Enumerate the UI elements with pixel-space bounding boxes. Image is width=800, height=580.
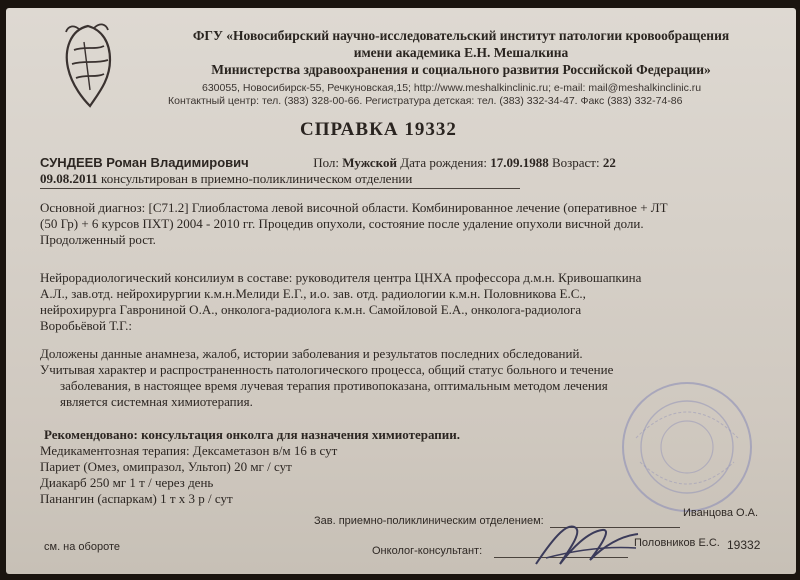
dob-label: Дата рождения: xyxy=(400,155,487,170)
sex-value: Мужской xyxy=(342,155,397,170)
sex-label: Пол: xyxy=(313,155,340,170)
medication-line: Диакарб 250 мг 1 т / через день xyxy=(40,475,214,490)
age-label: Возраст: xyxy=(551,155,600,170)
medication-line: Медикаментозная терапия: Дексаметазон в/м 16 в сут xyxy=(40,443,338,458)
oncologist-name: Половников Е.С. xyxy=(634,537,720,549)
patient-info-row xyxy=(40,155,616,171)
oncologist-label: Онколог-консультант: xyxy=(372,545,483,557)
considering-line: заболевания, в настоящее время лучевая терапия противопоказана, оптимальным методом лечения xyxy=(60,378,608,393)
round-stamp-icon xyxy=(618,378,756,516)
head-of-department-label: Зав. приемно-поликлиническим отделением: xyxy=(314,515,544,527)
diagnosis-line: Основной диагноз: [C71.2] Глиобластома левой височной области. Комбинированное лечение (оперативное + ЛТ xyxy=(40,200,668,215)
certificate-page xyxy=(6,8,796,574)
institute-logo-icon xyxy=(50,20,124,112)
visit-text: консультирован в приемно-поликлиническом отделении xyxy=(101,171,413,186)
council-line: Воробьёвой Т.Г.: xyxy=(40,318,133,333)
dob-value: 17.09.1988 xyxy=(490,155,549,170)
visit-date: 09.08.2011 xyxy=(40,171,98,186)
see-reverse-note: см. на обороте xyxy=(44,541,120,553)
recommendation: Рекомендовано: консультация онколга для назначения химиотерапии. xyxy=(44,427,461,442)
council-line: Нейрорадиологический консилиум в составе: руководителя центра ЦНХА профессора д.м.н. Кривошапкина xyxy=(40,270,642,285)
visit-underline xyxy=(40,188,520,189)
institute-name-line1: ФГУ «Новосибирский научно-исследовательский институт патологии кровообращения xyxy=(192,28,730,43)
institute-name-line2: имени академика Е.Н. Мешалкина xyxy=(353,45,569,60)
medication-line: Париет (Омез, омипразол, Ультоп) 20 мг / сут xyxy=(40,459,292,474)
reported-line: Доложены данные анамнеза, жалоб, истории заболевания и результатов последних обследований. xyxy=(40,346,583,361)
visit-row xyxy=(40,171,412,187)
signature-icon xyxy=(526,514,646,576)
patient-name: СУНДЕЕВ Роман Владимирович xyxy=(40,155,249,170)
diagnosis-line: Продолженный рост. xyxy=(40,232,156,247)
handwritten-number: 19332 xyxy=(727,538,761,552)
document-title: СПРАВКА 19332 xyxy=(300,119,457,140)
considering-line: Учитывая характер и распространенность патологического процесса, общий статус больного и течение xyxy=(40,362,614,377)
institute-contacts: Контактный центр: тел. (383) 328-00-66. Регистратура детская: тел. (383) 332-34-47. Факс (383) 332-74-86 xyxy=(168,95,683,107)
institute-address: 630055, Новосибирск-55, Речкуновская,15; http://www.meshalkinclinic.ru; e-mail: mail@meshalkinclinic.ru xyxy=(202,82,702,94)
head-of-department-name: Иванцова О.А. xyxy=(683,507,759,519)
medication-line: Панангин (аспаркам) 1 т х 3 р / сут xyxy=(40,491,233,506)
ministry-name: Министерства здравоохранения и социального развития Российской Федерации» xyxy=(211,62,711,77)
considering-line: является системная химиотерапия. xyxy=(60,394,253,409)
council-line: нейрохирурга Гаврониной О.А., онколога-радиолога к.м.н. Самойловой Е.А., онколога-радиолога xyxy=(40,302,582,317)
diagnosis-line: (50 Гр) + 6 курсов ПХТ) 2004 - 2010 гг. Процедив опухоли, состояние после удаление опухоли висчной доли. xyxy=(40,216,644,231)
age-value: 22 xyxy=(602,155,616,170)
council-line: А.Л., зав.отд. нейрохирургии к.м.н.Мелиди Е.Г., и.о. зав. отд. радиологии к.м.н. Половникова Е.С., xyxy=(40,286,586,301)
